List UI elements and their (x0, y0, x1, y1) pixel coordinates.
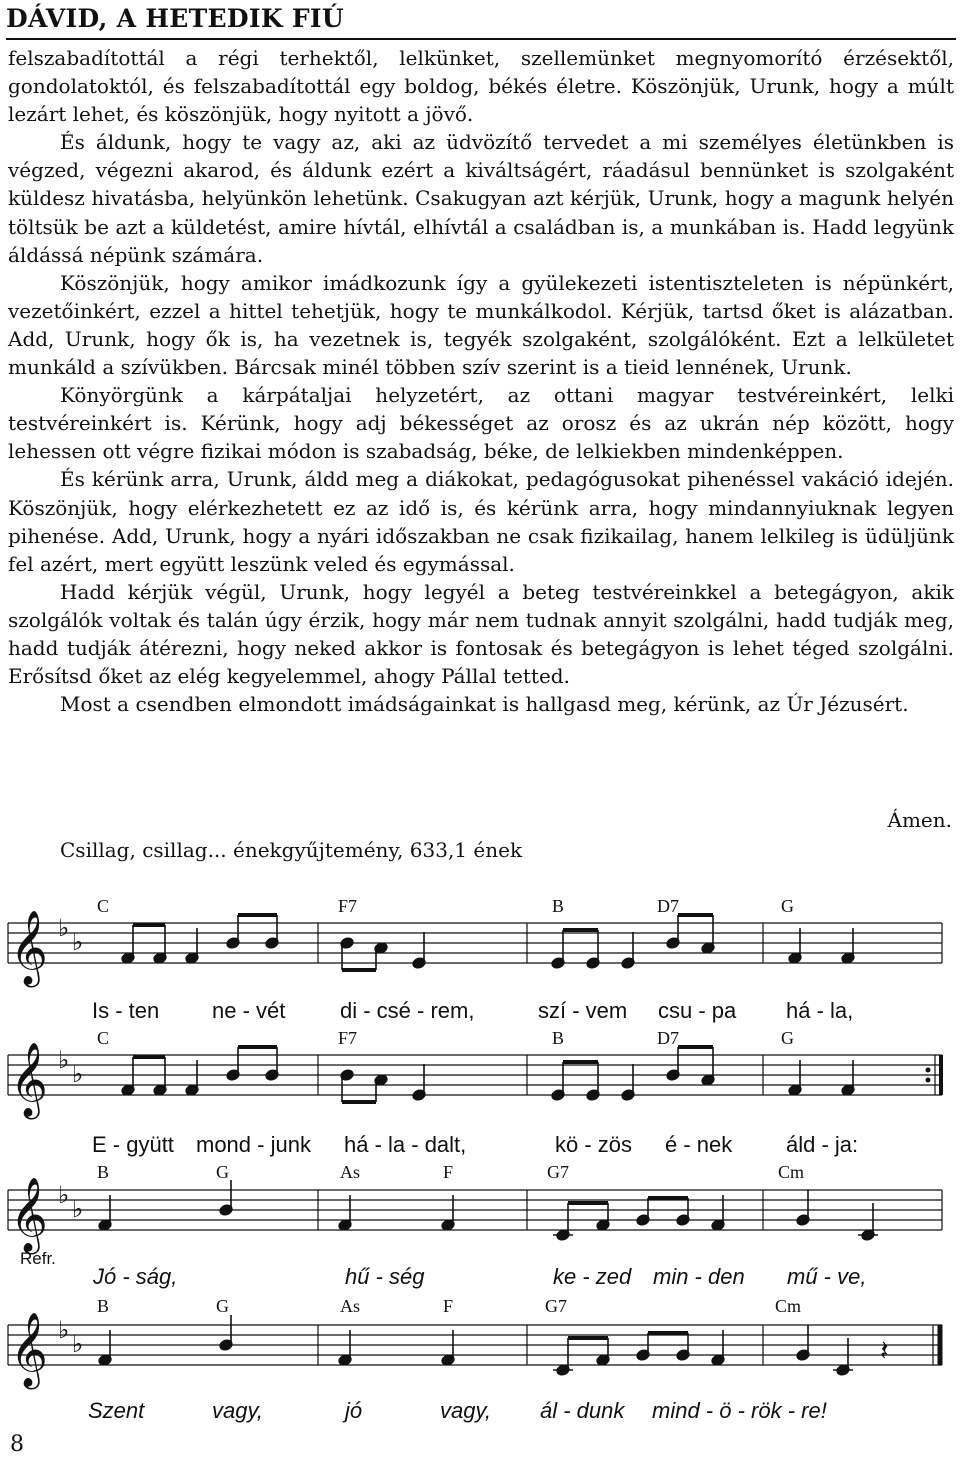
chord-symbol: Cm (778, 1162, 805, 1182)
lyric-syllables: mond - junk (196, 1132, 311, 1157)
svg-text:♭: ♭ (58, 1046, 70, 1074)
key-signature-flats-icon (58, 1046, 83, 1088)
lyric-syllables: Szent (88, 1398, 145, 1423)
lyric-syllables: Is - ten (92, 998, 160, 1023)
chord-symbol: D7 (657, 1028, 679, 1048)
svg-text:♭: ♭ (72, 1195, 84, 1223)
chord-symbol: B (552, 1028, 565, 1048)
score-system-2 (8, 1028, 942, 1157)
paragraph-1: felszabadítottál a régi terhektől, lelkünket, szellemünket megnyomorító érzésektől, gondolatoktól, és felszabadítottál egy boldog, békés életre. Köszönjük, Urunk, hogy a múlt lezárt lehet, és köszönjük, hogy nyitott a jövő. (8, 46, 954, 127)
page-header (6, 2, 956, 40)
lyric-syllables: áld - ja: (786, 1132, 859, 1157)
chord-symbol: F7 (338, 896, 358, 916)
lyric-syllables: hű - ség (345, 1264, 425, 1289)
amen: Ámen. (887, 808, 952, 832)
chord-symbol: B (97, 1162, 110, 1182)
svg-text:♭: ♭ (72, 928, 84, 956)
lyric-syllables: di - csé - rem, (340, 998, 475, 1023)
hymn-reference: Csillag, csillag... énekgyűjtemény, 633,1 ének (60, 838, 523, 862)
lyric-syllables: E - gyütt (92, 1132, 174, 1157)
chord-symbol: F (443, 1162, 454, 1182)
paragraph-7: Most a csendben elmondott imádságainkat is hallgasd meg, kérünk, az Úr Jézusért. (60, 692, 909, 717)
lyric-syllables: Jó - ság, (93, 1264, 178, 1289)
prayer-text (8, 44, 954, 718)
score-system-4 (8, 1296, 942, 1423)
key-signature-flats-icon (58, 914, 83, 956)
lyric-syllables: é - nek (665, 1132, 733, 1157)
lyric-syllables: szí - vem (538, 998, 628, 1023)
paragraph-2: És áldunk, hogy te vagy az, aki az üdvözítő tervedet a mi személyes életünkben is végzed, végezni akarod, és áldunk ezért a kiváltságért, ráadásul bennünket is szolgaként küldesz hivatásba, helyünkön lehetünk. Csakugyan azt kérjük, Urunk, hogy a magunk helyén töltsük be azt a küldetést, amire hívtál, elhívtál a családban is, a munkában is. Hadd legyünk áldássá népünk számára. (8, 130, 954, 267)
chord-symbol: B (97, 1296, 110, 1316)
chord-symbol: C (97, 896, 110, 916)
chord-symbol: G (216, 1296, 229, 1316)
chord-symbol: G (781, 896, 794, 916)
chord-symbol: D7 (657, 896, 679, 916)
key-signature-flats-icon (58, 1181, 83, 1223)
chord-symbol: G (781, 1028, 794, 1048)
notes (98, 1180, 878, 1241)
lyric-syllables: vagy, (212, 1398, 263, 1423)
chord-symbol: As (340, 1162, 361, 1182)
chord-symbol: As (340, 1296, 361, 1316)
paragraph-3: Köszönjük, hogy amikor imádkozunk így a gyülekezeti istentiszteleten is népünkért, vezetőinkért, ezzel a hittel tehetjük, hogy te munkálkodol. Kérjük, tartsd őket is alázatban. Add, Urunk, hogy ők is, ha vezetnek is, tegyék szolgaként, szolgálóként. Ezt a lelkületet munkáld a szívükben. Bárcsak minél többen szív szerint is a tieid lennének, Urunk. (8, 270, 954, 380)
quarter-rest-icon: 𝄽 (880, 1334, 889, 1367)
treble-clef-icon: 𝄞 (10, 1043, 48, 1117)
treble-clef-icon: 𝄞 (10, 1313, 48, 1387)
chord-symbol: Cm (775, 1296, 802, 1316)
svg-text:♭: ♭ (58, 1316, 70, 1344)
paragraph-6: Hadd kérjük végül, Urunk, hogy legyél a beteg testvéreinkkel a betegágyon, akik szolgálók voltak és talán úgy érzik, hogy már nem tudnak annyit szolgálni, hadd tudják meg, hadd tudják átérezni, hogy neked akkor is fontosak és betegágyon is lehet téged szolgálni. Erősítsd őket az elég kegyelemmel, ahogy Pállal tetted. (8, 579, 954, 689)
score-system-3 (8, 1162, 942, 1289)
chord-symbol: G7 (545, 1296, 567, 1316)
chord-symbol: G (216, 1162, 229, 1182)
paragraph-5: És kérünk arra, Urunk, áldd meg a diákokat, pedagógusokat pihenéssel vakáció idején. Köszönjük, hogy elérkezhetett ez az idő is, és kérünk arra, hogy mindannyiuknak legyen pihenése. Add, Urunk, hogy a nyári időszakban ne csak fizikailag, hanem lelkileg is üdüljünk fel azért, mert együtt leszünk veled és egymással. (8, 467, 954, 576)
chord-symbol: G7 (547, 1162, 569, 1182)
svg-text:♭: ♭ (72, 1060, 84, 1088)
treble-clef-icon: 𝄞 (10, 1178, 48, 1252)
lyric-syllables: kö - zös (555, 1132, 633, 1157)
page-number: 8 (10, 1432, 24, 1457)
lyric-syllables: min - den (653, 1264, 745, 1289)
chord-symbol: C (97, 1028, 110, 1048)
svg-text:♭: ♭ (58, 914, 70, 942)
music-score (0, 870, 960, 1430)
chord-symbol: B (552, 896, 565, 916)
lyric-syllables: há - la, (786, 998, 854, 1023)
lyric-syllables: há - la - dalt, (344, 1132, 467, 1157)
lyric-syllables: mind - ö - rök - re! (652, 1398, 827, 1423)
lyric-syllables: ál - dunk (540, 1398, 625, 1423)
chapter-title: DÁVID, A HETEDIK FIÚ (6, 4, 345, 33)
key-signature-flats-icon (58, 1316, 83, 1358)
lyric-syllables: jó (345, 1398, 363, 1423)
lyric-syllables: vagy, (440, 1398, 491, 1423)
lyric-syllables: csu - pa (658, 998, 737, 1023)
svg-text:♭: ♭ (58, 1181, 70, 1209)
refrain-label: Refr. (20, 1249, 56, 1268)
lyric-syllables: ke - zed (553, 1264, 632, 1289)
lyric-syllables: mű - ve, (787, 1264, 867, 1289)
svg-text:♭: ♭ (72, 1330, 84, 1358)
paragraph-4: Könyörgünk a kárpátaljai helyzetért, az ottani magyar testvéreinkért, lelki testvéreinkért is. Kérünk, hogy adj békességet az orosz és az ukrán nép között, hogy lehessen ott végre fizikai módon is szabadság, béke, de lelkiekben mindenképpen. (8, 383, 954, 464)
notes (98, 1315, 853, 1376)
lyric-syllables: ne - vét (212, 998, 286, 1023)
score-system-1 (8, 896, 942, 1023)
chord-symbol: F7 (338, 1028, 358, 1048)
treble-clef-icon: 𝄞 (10, 911, 48, 985)
chord-symbol: F (443, 1296, 454, 1316)
